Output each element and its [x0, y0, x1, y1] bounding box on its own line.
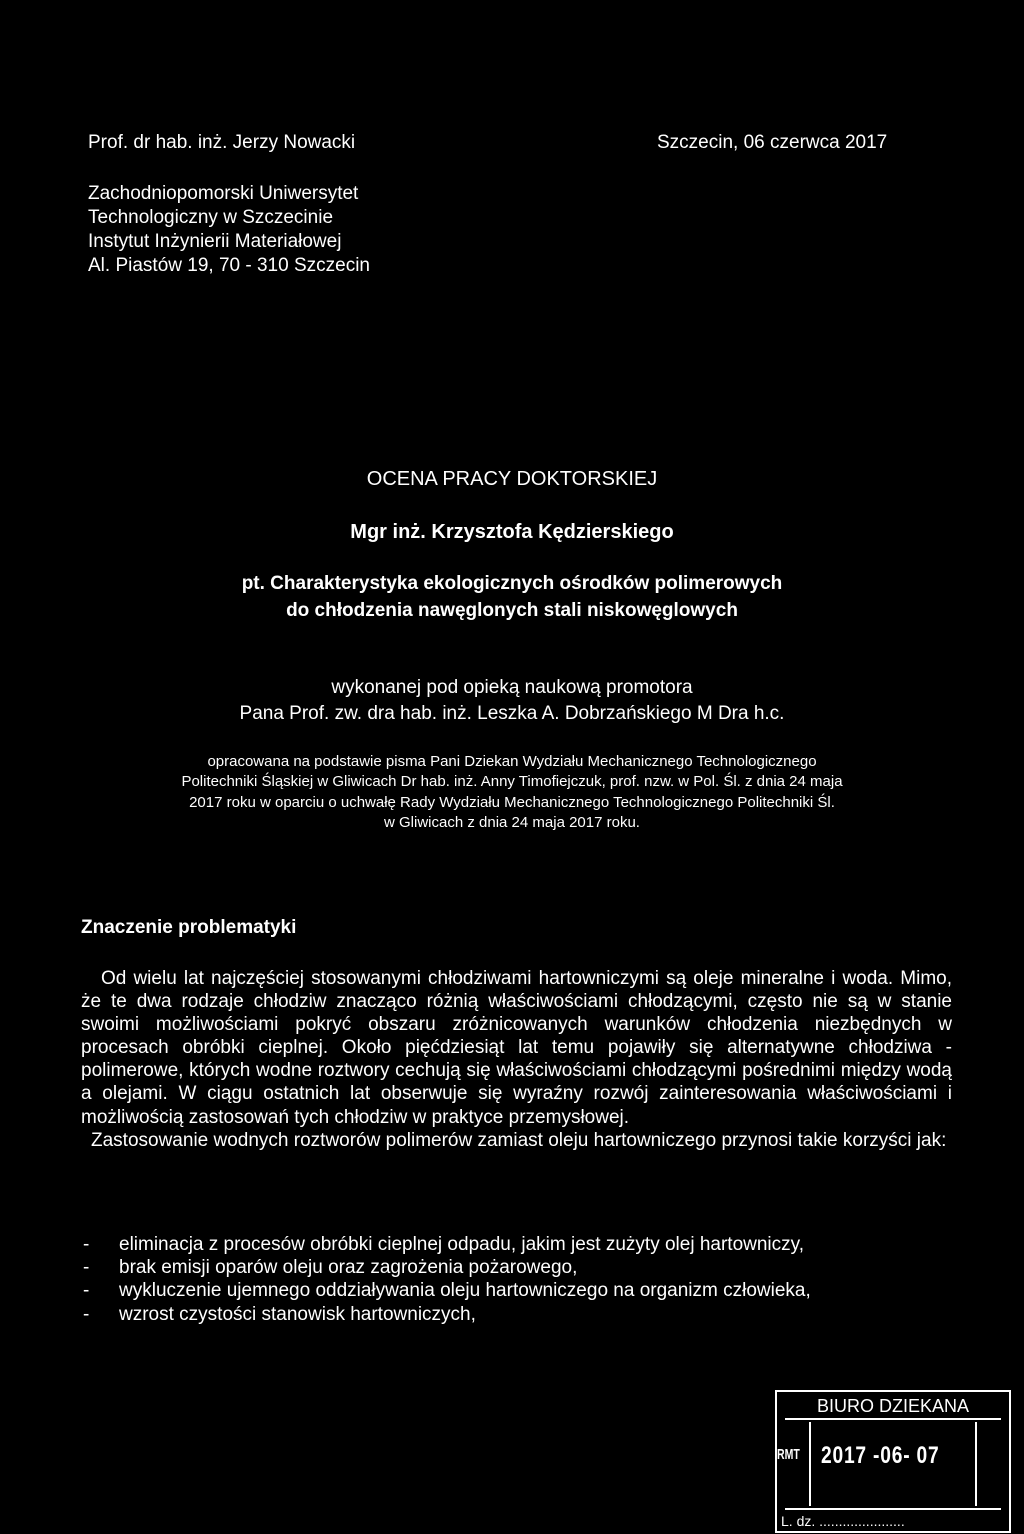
list-item: - wykluczenie ujemnego oddziaływania oleju hartowniczego na organizm człowieka,: [83, 1280, 811, 1302]
list-item: - eliminacja z procesów obróbki cieplnej odpadu, jakim jest zużyty olej hartowniczy,: [83, 1234, 805, 1255]
paragraph: Zastosowanie wodnych roztworów polimerów zamiast oleju hartowniczego przynosi takie korzyści jak:: [91, 1129, 947, 1151]
benefits-list: [81, 1233, 952, 1326]
receipt-stamp: [775, 1390, 1011, 1533]
stamp-rule: [785, 1508, 1001, 1510]
supervision-line: wykonanej pod opieką naukową promotora: [331, 677, 693, 698]
section-body: [81, 967, 952, 1152]
stamp-office: BIURO DZIEKANA: [816, 1396, 970, 1416]
list-item-text: brak emisji oparów oleju oraz zagrożenia pożarowego,: [119, 1257, 578, 1279]
supervisor-line: Pana Prof. zw. dra hab. inż. Leszka A. Dobrzańskiego M Dra h.c.: [239, 703, 785, 724]
list-item-text: wykluczenie ujemnego oddziaływania oleju hartowniczego na organizm człowieka,: [119, 1280, 811, 1302]
basis-line: w Gliwicach z dnia 24 maja 2017 roku.: [384, 814, 640, 831]
stamp-footer: L. dz. ......................: [781, 1513, 905, 1529]
basis-line: opracowana na podstawie pisma Pani Dziekan Wydziału Mechanicznego Technologicznego: [207, 753, 817, 770]
place-date: Szczecin, 06 czerwca 2017: [657, 132, 888, 153]
candidate-name: Mgr inż. Krzysztofa Kędzierskiego: [350, 521, 674, 543]
paragraph: Od wielu lat najczęściej stosowanymi chłodziwami hartowniczymi są oleje mineralne i woda. Mimo, że te dwa rodzaje chłodziw znacząco różnią właściwościami chłodzącymi, często nie są w stanie swoimi możliwościami pokryć obszaru zróżnicowanych warunków chłodzenia niezbędnych w procesach obróbki cieplnej. Około pięćdziesiąt lat temu pojawiły się alternatywne chłodziwa - polimerowe, których wodne roztwory cechują się właściwościami chłodzącymi pośrednimi między wodą a olejami. W ciągu ostatnich lat obserwuje się wyraźny rozwój zainteresowania właściwościami i możliwością zastosowań tych chłodziw w praktyce przemysłowej.: [81, 968, 952, 1128]
stamp-code: RMT: [777, 1446, 800, 1463]
author-name: Prof. dr hab. inż. Jerzy Nowacki: [88, 132, 356, 153]
stamp-date: 2017 -06- 07: [821, 1442, 940, 1469]
list-item: - wzrost czystości stanowisk hartowniczych,: [83, 1303, 476, 1325]
address-line: Zachodniopomorski Uniwersytet: [88, 183, 359, 204]
address-line: Instytut Inżynierii Materiałowej: [88, 231, 342, 252]
address-line: Technologiczny w Szczecinie: [88, 207, 334, 228]
thesis-topic-line: pt. Charakterystyka ekologicznych ośrodków polimerowych: [241, 573, 783, 594]
thesis-topic-line: do chłodzenia nawęglonych stali niskowęglowych: [286, 600, 738, 621]
basis-line: 2017 roku w oparciu o uchwałę Rady Wydziału Mechanicznego Technologicznego Politechniki Śl.: [189, 794, 835, 811]
list-item: - brak emisji oparów oleju oraz zagrożenia pożarowego,: [83, 1257, 578, 1279]
section-heading: Znaczenie problematyki: [81, 917, 297, 938]
list-item-text: wzrost czystości stanowisk hartowniczych,: [119, 1303, 476, 1325]
list-item-text: eliminacja z procesów obróbki cieplnej odpadu, jakim jest zużyty olej hartowniczy,: [119, 1234, 805, 1255]
address-line: Al. Piastów 19, 70 - 310 Szczecin: [88, 255, 370, 276]
stamp-rule: [785, 1418, 1001, 1420]
document-title: OCENA PRACY DOKTORSKIEJ: [366, 468, 658, 490]
basis-line: Politechniki Śląskiej w Gliwicach Dr hab. inż. Anny Timofiejczuk, prof. nzw. w Pol. Śl. z dnia 24 maja: [181, 773, 843, 790]
